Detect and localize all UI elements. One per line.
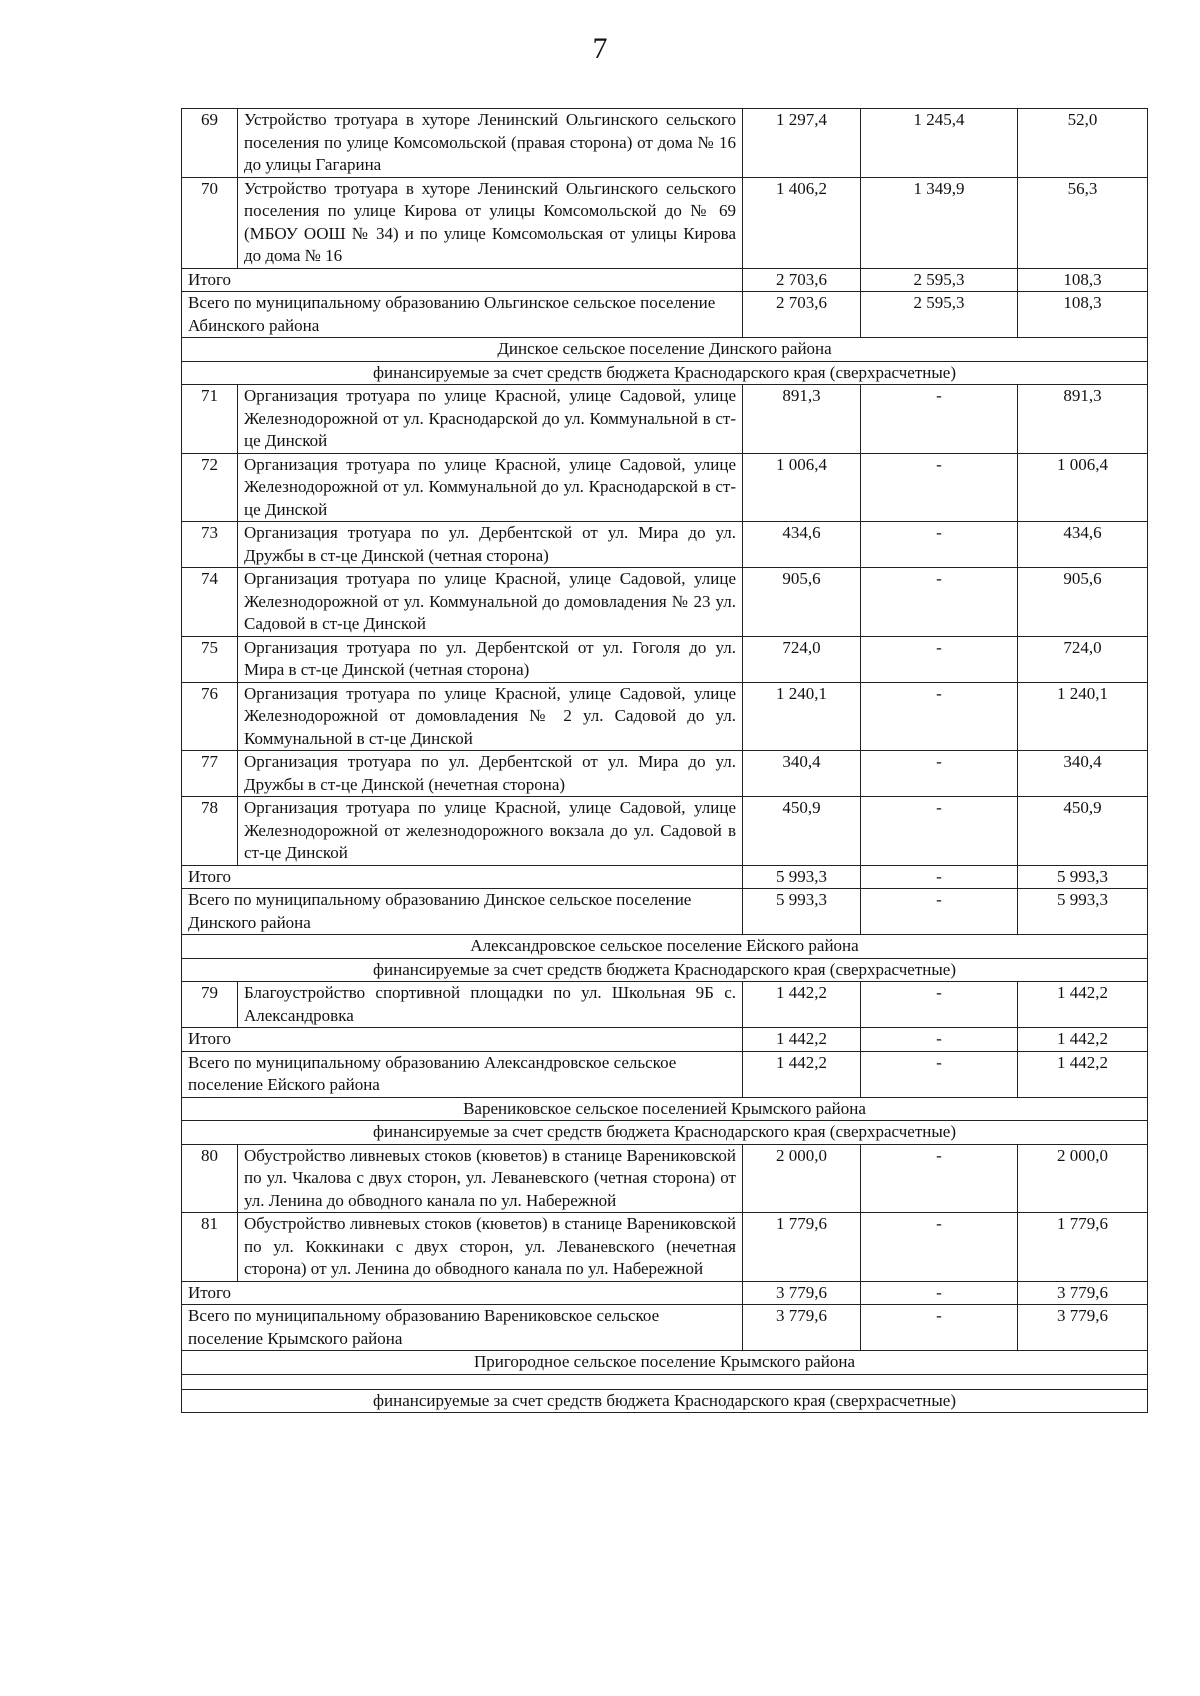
grand-total-row (182, 1305, 1148, 1351)
row-value-total: 2 000,0 (743, 1144, 861, 1213)
row-description: Организация тротуара по улице Красной, улице Садовой, улице Железнодорожной от ул. Коммунальной до домовладения № 23 ул. Садовой в ст-це Динской (238, 568, 743, 637)
row-number: 75 (182, 636, 238, 682)
total-value-budget: 2 595,3 (861, 268, 1018, 292)
row-value-budget: - (861, 751, 1018, 797)
section-subtitle-row (182, 361, 1148, 385)
empty-cell (182, 1374, 1148, 1389)
table-row (182, 797, 1148, 866)
row-value-extra: 1 442,2 (1018, 982, 1148, 1028)
row-value-budget: - (861, 385, 1018, 454)
total-value-budget: - (861, 865, 1018, 889)
row-description: Организация тротуара по улице Красной, улице Садовой, улице Железнодорожной от домовладения № 2 ул. Садовой до ул. Коммунальной в ст-це Динской (238, 682, 743, 751)
section-subtitle-row (182, 1389, 1148, 1413)
subtotal-label: Итого (182, 268, 743, 292)
row-value-budget: - (861, 568, 1018, 637)
row-value-budget: 1 245,4 (861, 109, 1018, 178)
section-title: Александровское сельское поселение Ейского района (182, 935, 1148, 959)
row-value-extra: 56,3 (1018, 177, 1148, 268)
total-value-extra: 1 442,2 (1018, 1028, 1148, 1052)
row-number: 70 (182, 177, 238, 268)
grand-total-row (182, 1051, 1148, 1097)
row-number: 71 (182, 385, 238, 454)
row-value-extra: 1 779,6 (1018, 1213, 1148, 1282)
row-value-extra: 1 006,4 (1018, 453, 1148, 522)
section-title-row (182, 338, 1148, 362)
row-description: Благоустройство спортивной площадки по ул. Школьная 9Б с. Александровка (238, 982, 743, 1028)
total-value-extra: 108,3 (1018, 268, 1148, 292)
subtotal-label: Итого (182, 865, 743, 889)
row-number: 79 (182, 982, 238, 1028)
total-value-budget: - (861, 1028, 1018, 1052)
total-value-total: 5 993,3 (743, 865, 861, 889)
row-value-budget: - (861, 982, 1018, 1028)
row-number: 81 (182, 1213, 238, 1282)
section-title: Динское сельское поселение Динского района (182, 338, 1148, 362)
row-value-extra: 891,3 (1018, 385, 1148, 454)
table-row (182, 453, 1148, 522)
section-subtitle: финансируемые за счет средств бюджета Краснодарского края (сверхрасчетные) (182, 1389, 1148, 1413)
table-row (182, 385, 1148, 454)
page-number: 7 (592, 32, 608, 65)
row-number: 69 (182, 109, 238, 178)
subtotal-label: Итого (182, 1281, 743, 1305)
total-value-extra: 3 779,6 (1018, 1281, 1148, 1305)
row-value-extra: 434,6 (1018, 522, 1148, 568)
row-value-budget: - (861, 1213, 1018, 1282)
row-number: 80 (182, 1144, 238, 1213)
total-value-budget: 2 595,3 (861, 292, 1018, 338)
row-value-total: 1 779,6 (743, 1213, 861, 1282)
table-row (182, 1213, 1148, 1282)
row-value-total: 340,4 (743, 751, 861, 797)
row-number: 76 (182, 682, 238, 751)
total-value-extra: 3 779,6 (1018, 1305, 1148, 1351)
total-value-total: 3 779,6 (743, 1305, 861, 1351)
row-description: Организация тротуара по улице Красной, улице Садовой, улице Железнодорожной от ул. Краснодарской до ул. Коммунальной в ст-це Динской (238, 385, 743, 454)
row-value-budget: - (861, 636, 1018, 682)
row-value-budget: - (861, 682, 1018, 751)
subtotal-row (182, 1281, 1148, 1305)
subtotal-row (182, 268, 1148, 292)
row-value-extra: 1 240,1 (1018, 682, 1148, 751)
section-subtitle-row (182, 1121, 1148, 1145)
budget-table (181, 108, 1148, 1413)
empty-row (182, 1374, 1148, 1389)
row-value-extra: 450,9 (1018, 797, 1148, 866)
table-row (182, 522, 1148, 568)
row-value-total: 434,6 (743, 522, 861, 568)
table-row (182, 636, 1148, 682)
row-value-extra: 724,0 (1018, 636, 1148, 682)
total-value-extra: 108,3 (1018, 292, 1148, 338)
row-value-total: 1 297,4 (743, 109, 861, 178)
table-row (182, 109, 1148, 178)
table-row (182, 751, 1148, 797)
total-value-total: 1 442,2 (743, 1051, 861, 1097)
total-value-total: 3 779,6 (743, 1281, 861, 1305)
subtotal-label: Итого (182, 1028, 743, 1052)
section-subtitle: финансируемые за счет средств бюджета Краснодарского края (сверхрасчетные) (182, 1121, 1148, 1145)
row-value-total: 1 406,2 (743, 177, 861, 268)
grand-total-label: Всего по муниципальному образованию Варениковское сельское поселение Крымского района (182, 1305, 743, 1351)
row-description: Обустройство ливневых стоков (кюветов) в станице Варениковской по ул. Чкалова с двух сторон, ул. Леваневского (четная сторона) от ул. Ленина до обводного канала по ул. Набережной (238, 1144, 743, 1213)
total-value-budget: - (861, 1051, 1018, 1097)
total-value-extra: 5 993,3 (1018, 865, 1148, 889)
row-number: 72 (182, 453, 238, 522)
subtotal-row (182, 1028, 1148, 1052)
section-title: Варениковское сельское поселенией Крымского района (182, 1097, 1148, 1121)
row-number: 73 (182, 522, 238, 568)
table-row (182, 982, 1148, 1028)
grand-total-row (182, 889, 1148, 935)
row-value-total: 724,0 (743, 636, 861, 682)
row-value-total: 450,9 (743, 797, 861, 866)
row-value-extra: 52,0 (1018, 109, 1148, 178)
row-value-budget: - (861, 1144, 1018, 1213)
row-description: Организация тротуара по ул. Дербентской от ул. Гоголя до ул. Мира в ст-це Динской (четная сторона) (238, 636, 743, 682)
total-value-total: 5 993,3 (743, 889, 861, 935)
table-row (182, 682, 1148, 751)
row-number: 78 (182, 797, 238, 866)
section-title-row (182, 935, 1148, 959)
row-value-extra: 2 000,0 (1018, 1144, 1148, 1213)
row-value-total: 1 006,4 (743, 453, 861, 522)
row-description: Организация тротуара по улице Красной, улице Садовой, улице Железнодорожной от железнодорожного вокзала до ул. Садовой в ст-це Динской (238, 797, 743, 866)
total-value-extra: 5 993,3 (1018, 889, 1148, 935)
total-value-total: 2 703,6 (743, 268, 861, 292)
row-number: 74 (182, 568, 238, 637)
total-value-extra: 1 442,2 (1018, 1051, 1148, 1097)
table-row (182, 1144, 1148, 1213)
row-value-total: 1 240,1 (743, 682, 861, 751)
section-title: Пригородное сельское поселение Крымского района (182, 1351, 1148, 1375)
row-number: 77 (182, 751, 238, 797)
section-subtitle: финансируемые за счет средств бюджета Краснодарского края (сверхрасчетные) (182, 361, 1148, 385)
total-value-total: 2 703,6 (743, 292, 861, 338)
row-description: Обустройство ливневых стоков (кюветов) в станице Варениковской по ул. Коккинаки с двух сторон, ул. Леваневского (нечетная сторона) от ул. Ленина до обводного канала по ул. Набережной (238, 1213, 743, 1282)
budget-table-body (182, 109, 1148, 1413)
row-description: Устройство тротуара в хуторе Ленинский Ольгинского сельского поселения по улице Комсомольской (правая сторона) от дома № 16 до улицы Гагарина (238, 109, 743, 178)
grand-total-row (182, 292, 1148, 338)
total-value-budget: - (861, 1305, 1018, 1351)
row-description: Организация тротуара по ул. Дербентской от ул. Мира до ул. Дружбы в ст-це Динской (нечетная сторона) (238, 751, 743, 797)
row-value-extra: 340,4 (1018, 751, 1148, 797)
subtotal-row (182, 865, 1148, 889)
section-subtitle-row (182, 958, 1148, 982)
row-description: Устройство тротуара в хуторе Ленинский Ольгинского сельского поселения по улице Кирова от улицы Комсомольской до № 69 (МБОУ ООШ № 34) и по улице Комсомольская от улицы Кирова до дома № 16 (238, 177, 743, 268)
row-value-total: 1 442,2 (743, 982, 861, 1028)
row-value-extra: 905,6 (1018, 568, 1148, 637)
table-row (182, 177, 1148, 268)
total-value-budget: - (861, 1281, 1018, 1305)
total-value-total: 1 442,2 (743, 1028, 861, 1052)
total-value-budget: - (861, 889, 1018, 935)
grand-total-label: Всего по муниципальному образованию Александровское сельское поселение Ейского района (182, 1051, 743, 1097)
section-subtitle: финансируемые за счет средств бюджета Краснодарского края (сверхрасчетные) (182, 958, 1148, 982)
grand-total-label: Всего по муниципальному образованию Ольгинское сельское поселение Абинского района (182, 292, 743, 338)
row-description: Организация тротуара по ул. Дербентской от ул. Мира до ул. Дружбы в ст-це Динской (четная сторона) (238, 522, 743, 568)
row-value-budget: - (861, 522, 1018, 568)
section-title-row (182, 1097, 1148, 1121)
table-row (182, 568, 1148, 637)
row-value-budget: 1 349,9 (861, 177, 1018, 268)
row-value-budget: - (861, 797, 1018, 866)
row-value-budget: - (861, 453, 1018, 522)
grand-total-label: Всего по муниципальному образованию Динское сельское поселение Динского района (182, 889, 743, 935)
section-title-row (182, 1351, 1148, 1375)
row-value-total: 891,3 (743, 385, 861, 454)
row-value-total: 905,6 (743, 568, 861, 637)
row-description: Организация тротуара по улице Красной, улице Садовой, улице Железнодорожной от ул. Коммунальной до ул. Краснодарской в ст-це Динской (238, 453, 743, 522)
